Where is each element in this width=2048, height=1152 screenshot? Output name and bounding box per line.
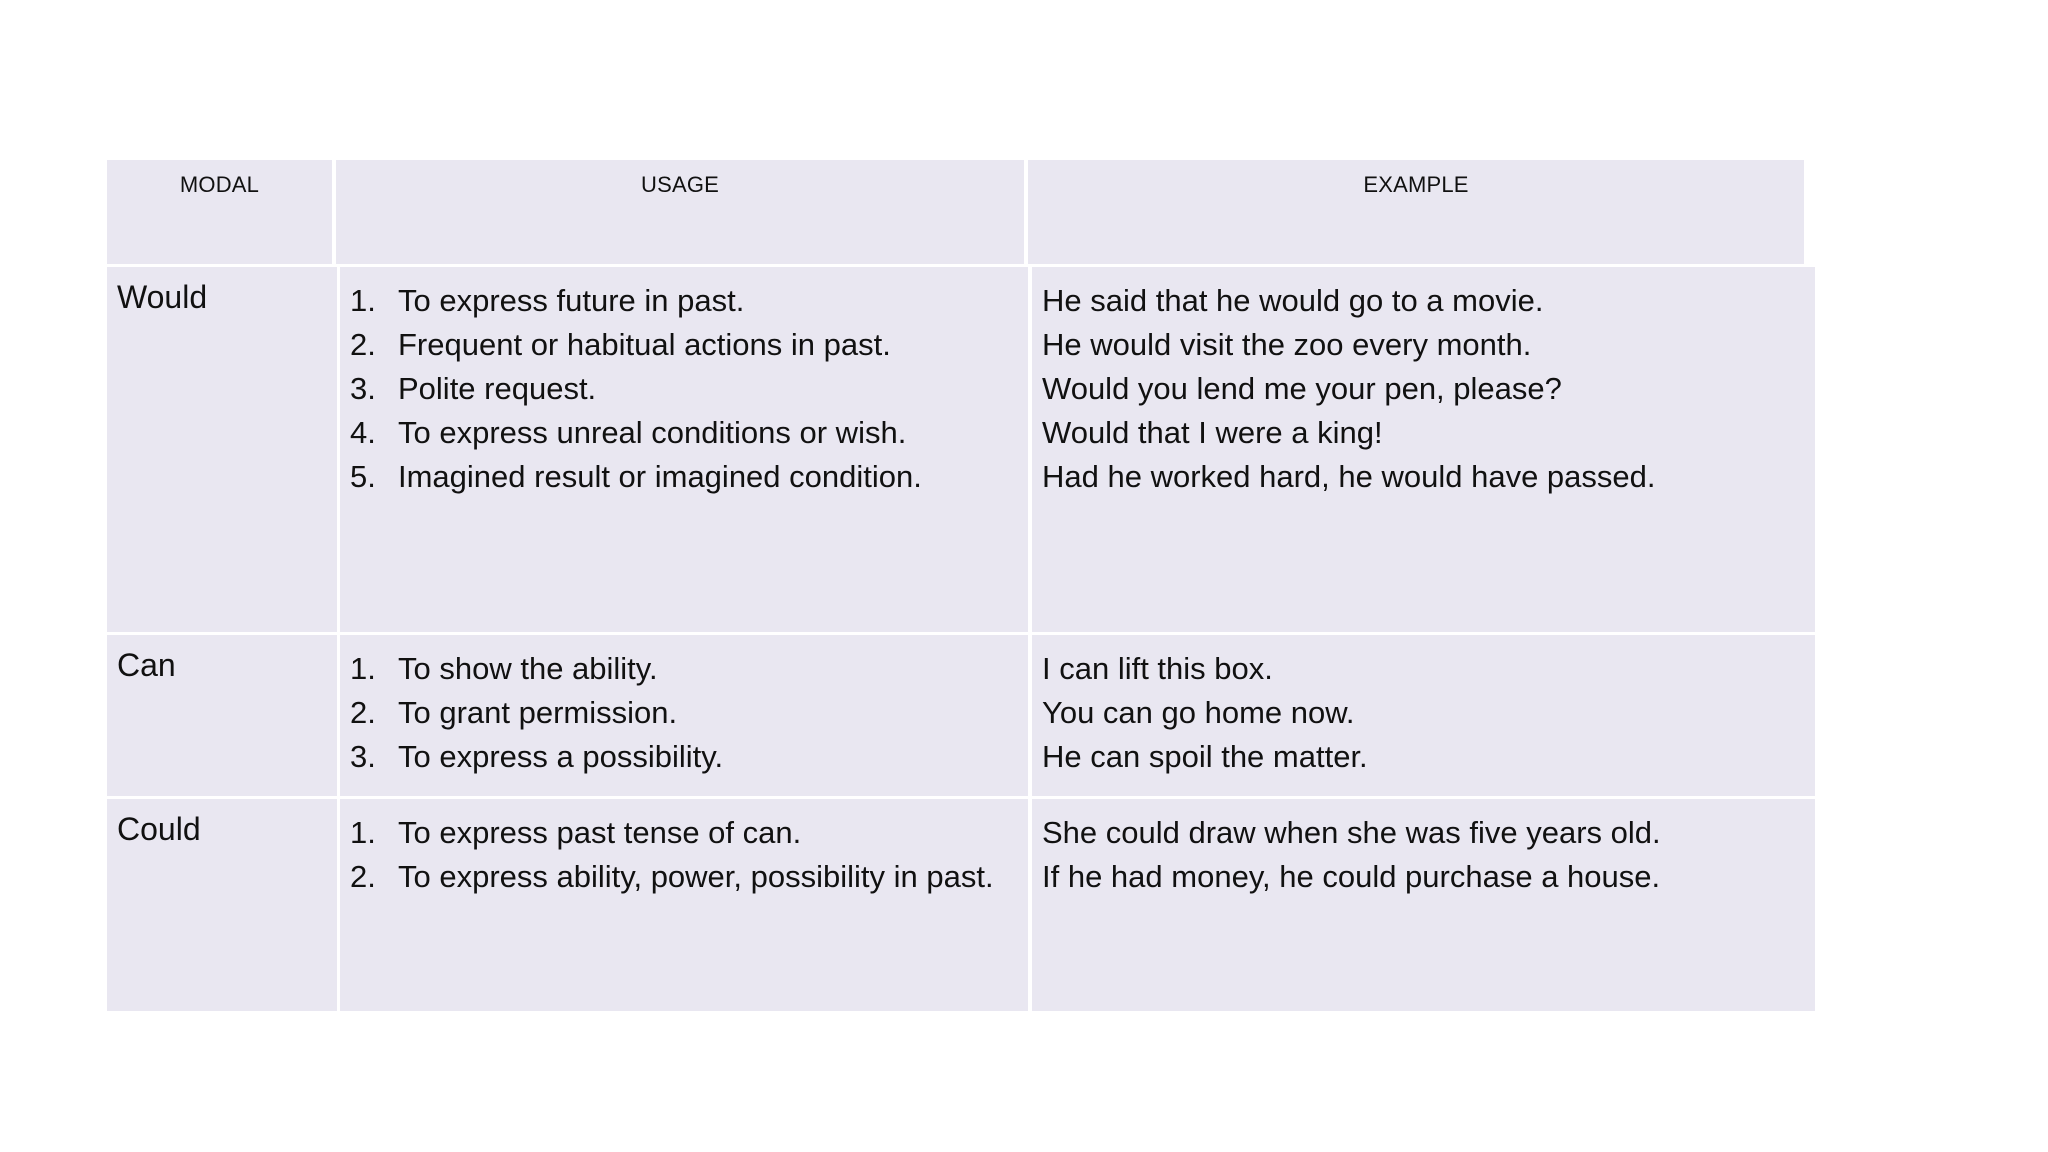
usage-item: 2. To grant permission.: [350, 695, 678, 730]
example-line: I can lift this box.: [1042, 651, 1273, 686]
usage-item: 4. To express unreal conditions or wish.: [350, 415, 907, 450]
example-line: He said that he would go to a movie.: [1042, 283, 1544, 318]
example-line: Had he worked hard, he would have passed.: [1042, 459, 1656, 494]
modal-cell-can: Can: [107, 635, 337, 796]
usage-cell-could: [340, 799, 1028, 1011]
usage-item: 3. Polite request.: [350, 371, 597, 406]
usage-item: 2. To express ability, power, possibility in past.: [350, 859, 994, 894]
example-line: If he had money, he could purchase a house.: [1042, 859, 1661, 894]
example-cell-can: [1032, 635, 1815, 796]
example-line: He would visit the zoo every month.: [1042, 327, 1532, 362]
example-cell-would: [1032, 267, 1815, 632]
usage-item: 2. Frequent or habitual actions in past.: [350, 327, 891, 362]
example-line: He can spoil the matter.: [1042, 739, 1368, 774]
usage-item: 5. Imagined result or imagined condition.: [350, 459, 922, 494]
example-line: She could draw when she was five years old.: [1042, 815, 1661, 850]
example-line: Would that I were a king!: [1042, 415, 1383, 450]
modal-cell-would: Would: [107, 267, 337, 632]
header-modal: MODAL: [107, 160, 332, 264]
usage-item: 1. To express past tense of can.: [350, 815, 802, 850]
modal-cell-could: Could: [107, 799, 337, 1011]
example-line: You can go home now.: [1042, 695, 1355, 730]
usage-cell-can: [340, 635, 1028, 796]
example-cell-could: [1032, 799, 1815, 1011]
usage-item: 1. To show the ability.: [350, 651, 658, 686]
header-example: EXAMPLE: [1028, 160, 1804, 264]
usage-item: 1. To express future in past.: [350, 283, 745, 318]
example-line: Would you lend me your pen, please?: [1042, 371, 1562, 406]
usage-item: 3. To express a possibility.: [350, 739, 724, 774]
usage-cell-would: [340, 267, 1028, 632]
header-usage: USAGE: [336, 160, 1024, 264]
